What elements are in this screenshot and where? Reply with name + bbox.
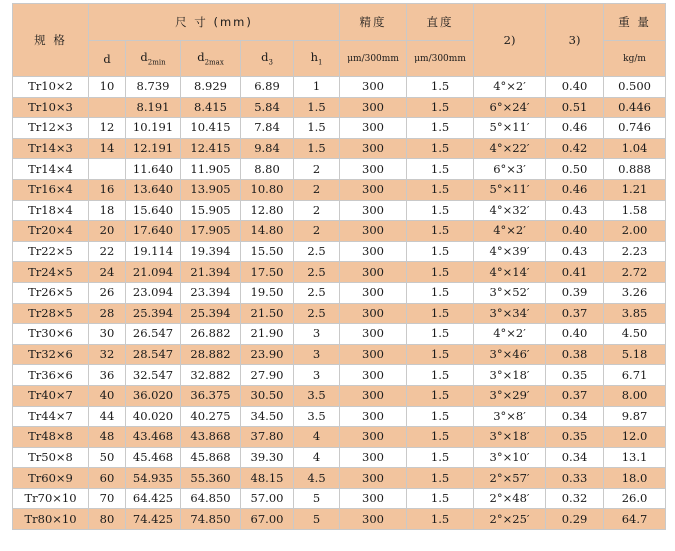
cell-angle: 2°×57′: [474, 468, 546, 489]
cell-spec: Tr40×7: [13, 385, 89, 406]
cell-d3: 15.50: [241, 241, 294, 262]
cell-d: 10: [89, 77, 126, 98]
cell-h1: 2.5: [294, 241, 340, 262]
cell-h1: 5: [294, 488, 340, 509]
cell-h1: 3.5: [294, 406, 340, 427]
cell-weight: 8.00: [604, 385, 666, 406]
header-d2min: [126, 41, 181, 77]
cell-spec: Tr30×6: [13, 324, 89, 345]
cell-d3: 7.84: [241, 118, 294, 139]
cell-weight: 26.0: [604, 488, 666, 509]
header-col2: 2): [474, 4, 546, 77]
cell-d: 16: [89, 179, 126, 200]
header-d2max-base: d: [197, 50, 205, 65]
cell-d3: 39.30: [241, 447, 294, 468]
table-row: [13, 282, 666, 303]
header-d2min-base: d: [140, 50, 148, 65]
cell-weight: 64.7: [604, 509, 666, 530]
cell-d: 80: [89, 509, 126, 530]
table-row: [13, 488, 666, 509]
cell-precision: 300: [340, 406, 407, 427]
cell-d2min: 21.094: [126, 262, 181, 283]
cell-angle: 3°×29′: [474, 385, 546, 406]
cell-weight: 3.26: [604, 282, 666, 303]
table-row: [13, 303, 666, 324]
cell-h1: 3: [294, 324, 340, 345]
cell-c3: 0.40: [546, 77, 604, 98]
cell-d2min: 32.547: [126, 365, 181, 386]
cell-d3: 34.50: [241, 406, 294, 427]
table-row: [13, 221, 666, 242]
cell-c3: 0.46: [546, 179, 604, 200]
cell-c3: 0.39: [546, 282, 604, 303]
cell-d3: 21.90: [241, 324, 294, 345]
cell-spec: Tr60×9: [13, 468, 89, 489]
cell-d3: 30.50: [241, 385, 294, 406]
cell-d2max: 43.868: [181, 427, 241, 448]
cell-c3: 0.37: [546, 385, 604, 406]
cell-straightness: 1.5: [407, 282, 474, 303]
cell-weight: 6.71: [604, 365, 666, 386]
cell-d3: 57.00: [241, 488, 294, 509]
cell-precision: 300: [340, 427, 407, 448]
cell-h1: 4.5: [294, 468, 340, 489]
cell-precision: 300: [340, 488, 407, 509]
cell-angle: 2°×25′: [474, 509, 546, 530]
cell-d2max: 21.394: [181, 262, 241, 283]
cell-d: 70: [89, 488, 126, 509]
cell-weight: 0.446: [604, 97, 666, 118]
cell-c3: 0.33: [546, 468, 604, 489]
cell-h1: 2: [294, 179, 340, 200]
cell-h1: 4: [294, 427, 340, 448]
cell-straightness: 1.5: [407, 262, 474, 283]
cell-angle: 4°×2′: [474, 77, 546, 98]
cell-d2max: 45.868: [181, 447, 241, 468]
cell-d3: 21.50: [241, 303, 294, 324]
cell-angle: 4°×39′: [474, 241, 546, 262]
cell-d: 26: [89, 282, 126, 303]
cell-weight: 2.72: [604, 262, 666, 283]
cell-angle: 5°×11′: [474, 118, 546, 139]
cell-d2min: 13.640: [126, 179, 181, 200]
table-row: [13, 241, 666, 262]
cell-straightness: 1.5: [407, 509, 474, 530]
cell-d2max: 74.850: [181, 509, 241, 530]
cell-c3: 0.42: [546, 138, 604, 159]
header-h1: [294, 41, 340, 77]
cell-weight: 1.21: [604, 179, 666, 200]
header-col3: 3): [546, 4, 604, 77]
cell-weight: 13.1: [604, 447, 666, 468]
cell-c3: 0.38: [546, 344, 604, 365]
cell-d: 32: [89, 344, 126, 365]
cell-angle: 5°×11′: [474, 179, 546, 200]
cell-straightness: 1.5: [407, 468, 474, 489]
cell-d: 60: [89, 468, 126, 489]
cell-d: 40: [89, 385, 126, 406]
cell-angle: 3°×52′: [474, 282, 546, 303]
cell-h1: 1.5: [294, 118, 340, 139]
cell-d2max: 64.850: [181, 488, 241, 509]
cell-h1: 2.5: [294, 303, 340, 324]
cell-d2max: 17.905: [181, 221, 241, 242]
cell-d2min: 64.425: [126, 488, 181, 509]
cell-d2max: 10.415: [181, 118, 241, 139]
cell-d2min: 8.191: [126, 97, 181, 118]
header-weight: 重 量: [604, 4, 666, 41]
cell-h1: 2.5: [294, 282, 340, 303]
cell-spec: Tr50×8: [13, 447, 89, 468]
cell-precision: 300: [340, 447, 407, 468]
cell-d2min: 23.094: [126, 282, 181, 303]
cell-d3: 23.90: [241, 344, 294, 365]
cell-d: 20: [89, 221, 126, 242]
cell-d3: 10.80: [241, 179, 294, 200]
cell-d2min: 54.935: [126, 468, 181, 489]
header-d2max: [181, 41, 241, 77]
cell-c3: 0.51: [546, 97, 604, 118]
cell-c3: 0.32: [546, 488, 604, 509]
table-row: [13, 344, 666, 365]
cell-straightness: 1.5: [407, 344, 474, 365]
cell-straightness: 1.5: [407, 118, 474, 139]
cell-straightness: 1.5: [407, 303, 474, 324]
cell-spec: Tr12×3: [13, 118, 89, 139]
cell-d: 50: [89, 447, 126, 468]
cell-h1: 2: [294, 200, 340, 221]
cell-d3: 27.90: [241, 365, 294, 386]
cell-d2max: 8.415: [181, 97, 241, 118]
cell-d: 30: [89, 324, 126, 345]
table-body: [13, 77, 666, 530]
cell-d2min: 45.468: [126, 447, 181, 468]
cell-precision: 300: [340, 179, 407, 200]
cell-spec: Tr36×6: [13, 365, 89, 386]
table-row: [13, 365, 666, 386]
cell-weight: 2.23: [604, 241, 666, 262]
table-row: [13, 509, 666, 530]
cell-d2max: 26.882: [181, 324, 241, 345]
cell-h1: 2: [294, 159, 340, 180]
cell-precision: 300: [340, 159, 407, 180]
cell-c3: 0.37: [546, 303, 604, 324]
cell-d3: 48.15: [241, 468, 294, 489]
cell-spec: Tr20×4: [13, 221, 89, 242]
cell-angle: 3°×18′: [474, 427, 546, 448]
cell-d2min: 17.640: [126, 221, 181, 242]
cell-d2max: 15.905: [181, 200, 241, 221]
header-row-1: [13, 4, 666, 41]
cell-d2min: 26.547: [126, 324, 181, 345]
cell-d: 24: [89, 262, 126, 283]
cell-spec: Tr80×10: [13, 509, 89, 530]
cell-h1: 3: [294, 344, 340, 365]
cell-straightness: 1.5: [407, 406, 474, 427]
cell-c3: 0.50: [546, 159, 604, 180]
cell-h1: 3.5: [294, 385, 340, 406]
cell-c3: 0.34: [546, 447, 604, 468]
cell-spec: Tr14×4: [13, 159, 89, 180]
cell-d2min: 28.547: [126, 344, 181, 365]
cell-d3: 19.50: [241, 282, 294, 303]
cell-d2max: 12.415: [181, 138, 241, 159]
cell-d: 48: [89, 427, 126, 448]
cell-d2max: 28.882: [181, 344, 241, 365]
cell-angle: 3°×18′: [474, 365, 546, 386]
table-row: [13, 385, 666, 406]
thread-spec-table: [12, 3, 666, 530]
cell-weight: 12.0: [604, 427, 666, 448]
cell-weight: 1.58: [604, 200, 666, 221]
cell-straightness: 1.5: [407, 324, 474, 345]
cell-d3: 37.80: [241, 427, 294, 448]
table-row: [13, 138, 666, 159]
cell-d: 12: [89, 118, 126, 139]
cell-straightness: 1.5: [407, 488, 474, 509]
cell-straightness: 1.5: [407, 138, 474, 159]
cell-weight: 9.87: [604, 406, 666, 427]
header-precision: 精度: [340, 4, 407, 41]
cell-angle: 3°×46′: [474, 344, 546, 365]
cell-straightness: 1.5: [407, 427, 474, 448]
cell-d2max: 11.905: [181, 159, 241, 180]
table-row: [13, 118, 666, 139]
cell-straightness: 1.5: [407, 179, 474, 200]
cell-d2min: 43.468: [126, 427, 181, 448]
cell-precision: 300: [340, 324, 407, 345]
cell-angle: 4°×14′: [474, 262, 546, 283]
cell-weight: 0.888: [604, 159, 666, 180]
cell-spec: Tr14×3: [13, 138, 89, 159]
cell-d2max: 40.275: [181, 406, 241, 427]
cell-angle: 4°×2′: [474, 221, 546, 242]
cell-spec: Tr28×5: [13, 303, 89, 324]
cell-d2max: 36.375: [181, 385, 241, 406]
cell-c3: 0.46: [546, 118, 604, 139]
header-precision-unit: μm/300mm: [340, 41, 407, 77]
header-d2max-sub: 2max: [204, 58, 224, 67]
cell-d2max: 8.929: [181, 77, 241, 98]
cell-weight: 4.50: [604, 324, 666, 345]
cell-precision: 300: [340, 365, 407, 386]
cell-d2min: 10.191: [126, 118, 181, 139]
cell-angle: 6°×3′: [474, 159, 546, 180]
cell-c3: 0.40: [546, 324, 604, 345]
cell-c3: 0.40: [546, 221, 604, 242]
cell-c3: 0.43: [546, 241, 604, 262]
cell-spec: Tr18×4: [13, 200, 89, 221]
table-row: [13, 200, 666, 221]
cell-precision: 300: [340, 241, 407, 262]
cell-c3: 0.34: [546, 406, 604, 427]
cell-d2max: 55.360: [181, 468, 241, 489]
cell-spec: Tr26×5: [13, 282, 89, 303]
cell-d: 36: [89, 365, 126, 386]
cell-angle: 4°×2′: [474, 324, 546, 345]
header-weight-unit: kg/m: [604, 41, 666, 77]
cell-c3: 0.29: [546, 509, 604, 530]
cell-straightness: 1.5: [407, 221, 474, 242]
cell-precision: 300: [340, 303, 407, 324]
cell-precision: 300: [340, 221, 407, 242]
cell-angle: 4°×22′: [474, 138, 546, 159]
cell-spec: Tr44×7: [13, 406, 89, 427]
cell-precision: 300: [340, 118, 407, 139]
cell-angle: 3°×8′: [474, 406, 546, 427]
cell-precision: 300: [340, 344, 407, 365]
cell-straightness: 1.5: [407, 159, 474, 180]
cell-h1: 4: [294, 447, 340, 468]
table-row: [13, 406, 666, 427]
cell-weight: 5.18: [604, 344, 666, 365]
cell-straightness: 1.5: [407, 97, 474, 118]
header-d3-base: d: [261, 50, 269, 65]
cell-precision: 300: [340, 77, 407, 98]
cell-spec: Tr22×5: [13, 241, 89, 262]
header-d3: [241, 41, 294, 77]
cell-precision: 300: [340, 200, 407, 221]
cell-d: 18: [89, 200, 126, 221]
header-h1-sub: 1: [317, 58, 323, 67]
cell-d2min: 74.425: [126, 509, 181, 530]
header-d2min-sub: 2min: [147, 58, 166, 67]
table-row: [13, 427, 666, 448]
cell-straightness: 1.5: [407, 385, 474, 406]
cell-straightness: 1.5: [407, 447, 474, 468]
header-size: 尺 寸 (mm): [89, 4, 340, 41]
cell-d: 44: [89, 406, 126, 427]
cell-c3: 0.35: [546, 365, 604, 386]
cell-d3: 12.80: [241, 200, 294, 221]
table-row: [13, 97, 666, 118]
cell-weight: 1.04: [604, 138, 666, 159]
cell-d2min: 40.020: [126, 406, 181, 427]
cell-spec: Tr10×3: [13, 97, 89, 118]
cell-h1: 5: [294, 509, 340, 530]
cell-d: 28: [89, 303, 126, 324]
cell-h1: 1.5: [294, 138, 340, 159]
cell-h1: 2: [294, 221, 340, 242]
header-d: d: [89, 41, 126, 77]
cell-precision: 300: [340, 509, 407, 530]
table-row: [13, 447, 666, 468]
table-row: [13, 324, 666, 345]
cell-spec: Tr32×6: [13, 344, 89, 365]
cell-angle: 2°×48′: [474, 488, 546, 509]
cell-angle: 3°×34′: [474, 303, 546, 324]
cell-h1: 3: [294, 365, 340, 386]
cell-straightness: 1.5: [407, 200, 474, 221]
cell-d2max: 25.394: [181, 303, 241, 324]
cell-d3: 6.89: [241, 77, 294, 98]
cell-straightness: 1.5: [407, 77, 474, 98]
cell-d2max: 19.394: [181, 241, 241, 262]
cell-d2min: 12.191: [126, 138, 181, 159]
cell-d3: 17.50: [241, 262, 294, 283]
cell-d2max: 13.905: [181, 179, 241, 200]
cell-d3: 67.00: [241, 509, 294, 530]
cell-c3: 0.41: [546, 262, 604, 283]
cell-precision: 300: [340, 385, 407, 406]
header-spec: 规 格: [13, 4, 89, 77]
table-row: [13, 159, 666, 180]
cell-weight: 0.746: [604, 118, 666, 139]
cell-straightness: 1.5: [407, 365, 474, 386]
cell-d: [89, 97, 126, 118]
cell-weight: 3.85: [604, 303, 666, 324]
cell-straightness: 1.5: [407, 241, 474, 262]
cell-precision: 300: [340, 138, 407, 159]
cell-spec: Tr70×10: [13, 488, 89, 509]
cell-c3: 0.35: [546, 427, 604, 448]
cell-spec: Tr16×4: [13, 179, 89, 200]
cell-angle: 3°×10′: [474, 447, 546, 468]
table-row: [13, 179, 666, 200]
cell-d2max: 32.882: [181, 365, 241, 386]
cell-d2min: 25.394: [126, 303, 181, 324]
cell-spec: Tr10×2: [13, 77, 89, 98]
cell-spec: Tr24×5: [13, 262, 89, 283]
cell-angle: 4°×32′: [474, 200, 546, 221]
cell-weight: 0.500: [604, 77, 666, 98]
cell-d: 22: [89, 241, 126, 262]
cell-precision: 300: [340, 262, 407, 283]
cell-h1: 1.5: [294, 97, 340, 118]
cell-d3: 8.80: [241, 159, 294, 180]
cell-d3: 14.80: [241, 221, 294, 242]
header-straightness-unit: μm/300mm: [407, 41, 474, 77]
table-row: [13, 468, 666, 489]
cell-d2min: 8.739: [126, 77, 181, 98]
header-h1-base: h: [310, 50, 318, 65]
header-d3-sub: 3: [268, 58, 273, 67]
cell-d2min: 19.114: [126, 241, 181, 262]
cell-weight: 18.0: [604, 468, 666, 489]
table-row: [13, 77, 666, 98]
cell-d: 14: [89, 138, 126, 159]
cell-precision: 300: [340, 97, 407, 118]
cell-d3: 5.84: [241, 97, 294, 118]
cell-d2min: 36.020: [126, 385, 181, 406]
cell-d2max: 23.394: [181, 282, 241, 303]
cell-d: [89, 159, 126, 180]
cell-precision: 300: [340, 282, 407, 303]
cell-h1: 1: [294, 77, 340, 98]
table-row: [13, 262, 666, 283]
cell-precision: 300: [340, 468, 407, 489]
cell-d3: 9.84: [241, 138, 294, 159]
cell-d2min: 11.640: [126, 159, 181, 180]
header-straightness: 直度: [407, 4, 474, 41]
cell-angle: 6°×24′: [474, 97, 546, 118]
cell-d2min: 15.640: [126, 200, 181, 221]
cell-spec: Tr48×8: [13, 427, 89, 448]
cell-h1: 2.5: [294, 262, 340, 283]
cell-weight: 2.00: [604, 221, 666, 242]
cell-c3: 0.43: [546, 200, 604, 221]
